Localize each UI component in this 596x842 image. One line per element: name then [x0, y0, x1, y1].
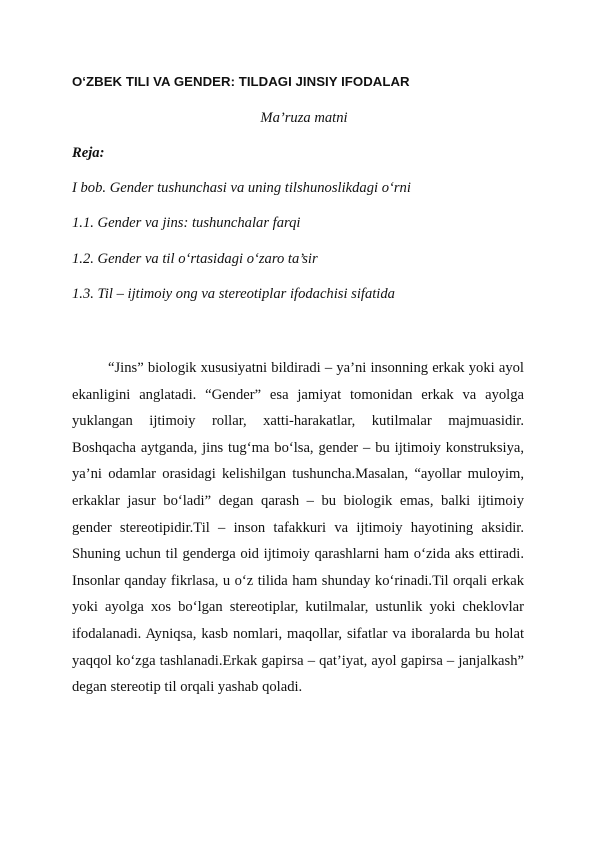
plan-item-1-1: 1.1. Gender va jins: tushunchalar farqi — [72, 215, 301, 231]
body-paragraph: “Jins” biologik xususiyatni bildiradi – ya’ni insonning erkak yoki ayol ekanligini anglatadi. “Gender” esa jamiyat tomonidan erkak va ayolga yuklangan ijtimoiy rollar, xatti-harakatlar, kutilmalar majmuasidir. Boshqacha aytganda, jins tug‘ma bo‘lsa, gender – bu ijtimoiy konstruksiya, ya’ni odamlar orasidagi kelishilgan tushuncha.Masalan, “ayollar muloyim, erkaklar jasur bo‘ladi” degan qarash – bu biologik emas, balki ijtimoiy gender stereotipidir.Til – inson tafakkuri va ijtimoiy hayotining aksidir. Shuning uchun til genderga oid ijtimoiy qarashlarni ham o‘zida aks ettiradi. Insonlar qanday fikrlasa, u o‘z tilida ham shunday ko‘rinadi.Til orqali erkak yoki ayolga xos bo‘lgan stereotiplar, kutilmalar, ustunlik yoki cheklovlar ifodalanadi. Ayniqsa, kasb nomlari, maqollar, sifatlar va iboralarda bu holat yaqqol ko‘zga tashlanadi.Erkak gapirsa – qat’iyat, ayol gapirsa – janjalkash” degan stereotip til orqali yashab qoladi. — [72, 360, 524, 696]
plan-item-chapter-1: I bob. Gender tushunchasi va uning tilshunoslikdagi o‘rni — [72, 180, 411, 196]
plan-heading: Reja: — [72, 145, 105, 161]
document-title: O‘ZBEK TILI VA GENDER: TILDAGI JINSIY IFODALAR — [72, 74, 410, 89]
document-subtitle: Ma’ruza matni — [260, 110, 348, 126]
plan-item-1-3: 1.3. Til – ijtimoiy ong va stereotiplar ifodachisi sifatida — [72, 286, 395, 302]
plan-item-1-2: 1.2. Gender va til o‘rtasidagi o‘zaro ta’sir — [72, 251, 318, 267]
